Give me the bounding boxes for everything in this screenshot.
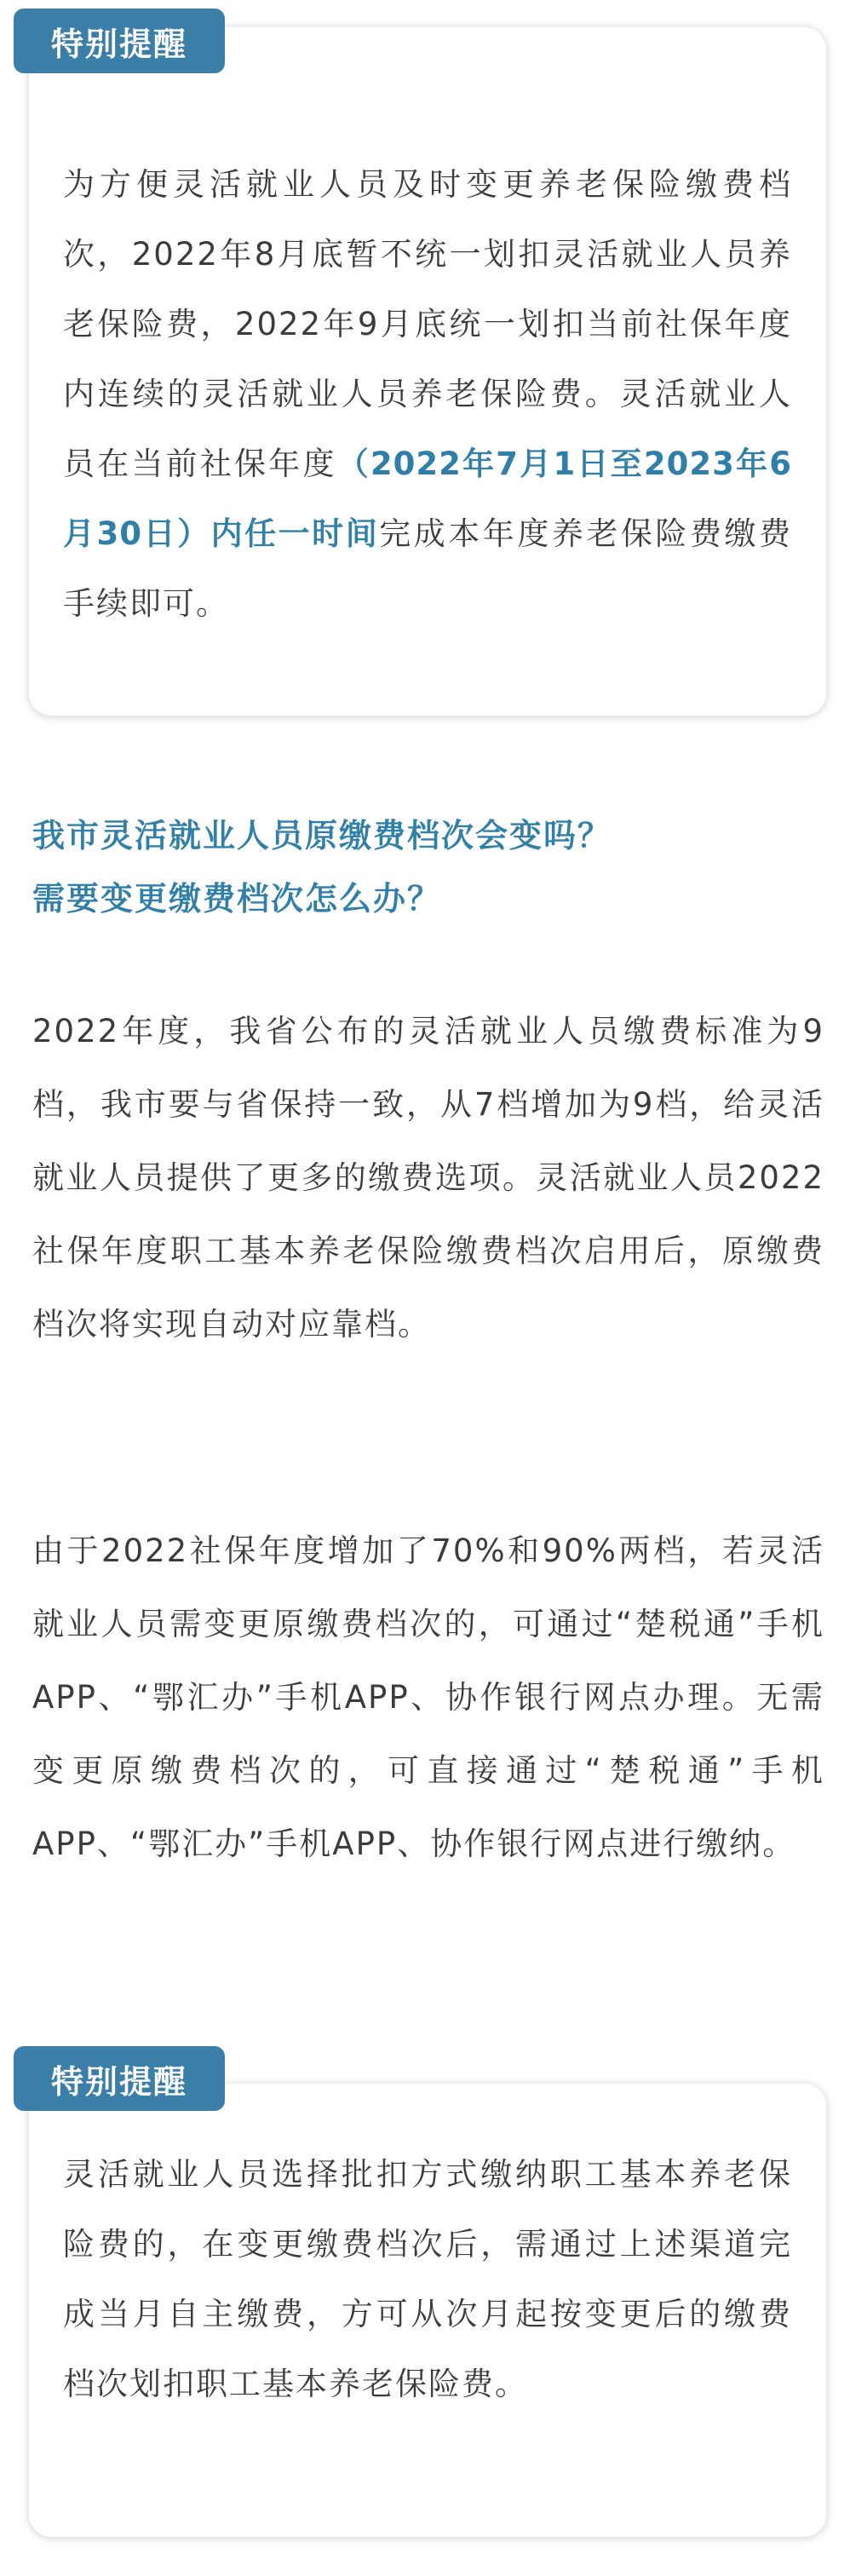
- answer-paragraph: 由于2022社保年度增加了70%和90%两档，若灵活就业人员需变更原缴费档次的，可通过“楚税通”手机APP、“鄂汇办”手机APP、协作银行网点办理。无需变更原缴费档次的，可直接通过“楚税通”手机APP、“鄂汇办”手机APP、协作银行网点进行缴纳。: [32, 1532, 824, 1862]
- reminder-text: [63, 150, 792, 639]
- reminder-highlight: （2022年7月1日至2023年6月30日）内任一时间: [63, 446, 792, 552]
- reminder-text-part: 完成本年度养老保险费缴费手续即可。: [63, 515, 792, 622]
- reminder-card: [29, 2084, 826, 2537]
- reminder-card: [29, 27, 826, 716]
- reminder-tag: 特别提醒: [14, 9, 225, 73]
- reminder-text: 灵活就业人员选择批扣方式缴纳职工基本养老保险费的，在变更缴费档次后，需通过上述渠道完成当月自主缴费，方可从次月起按变更后的缴费档次划扣职工基本养老保险费。: [63, 2156, 792, 2402]
- question-line: 需要变更缴费档次怎么办？: [32, 880, 442, 917]
- question-line: 我市灵活就业人员原缴费档次会变吗？: [32, 817, 612, 854]
- question-heading: [32, 804, 824, 930]
- reminder-text-part: 为方便灵活就业人员及时变更养老保险缴费档次，2022年8月底暂不统一划扣灵活就业人员养老保险费，2022年9月底统一划扣当前社保年度内连续的灵活就业人员养老保险费。灵活就业人员在当前社保年度: [63, 166, 792, 482]
- reminder-tag: 特别提醒: [14, 2046, 225, 2111]
- answer-paragraph: 2022年度，我省公布的灵活就业人员缴费标准为9档，我市要与省保持一致，从7档增加为9档，给灵活就业人员提供了更多的缴费选项。灵活就业人员2022社保年度职工基本养老保险缴费档次启用后，原缴费档次将实现自动对应靠档。: [32, 1013, 824, 1343]
